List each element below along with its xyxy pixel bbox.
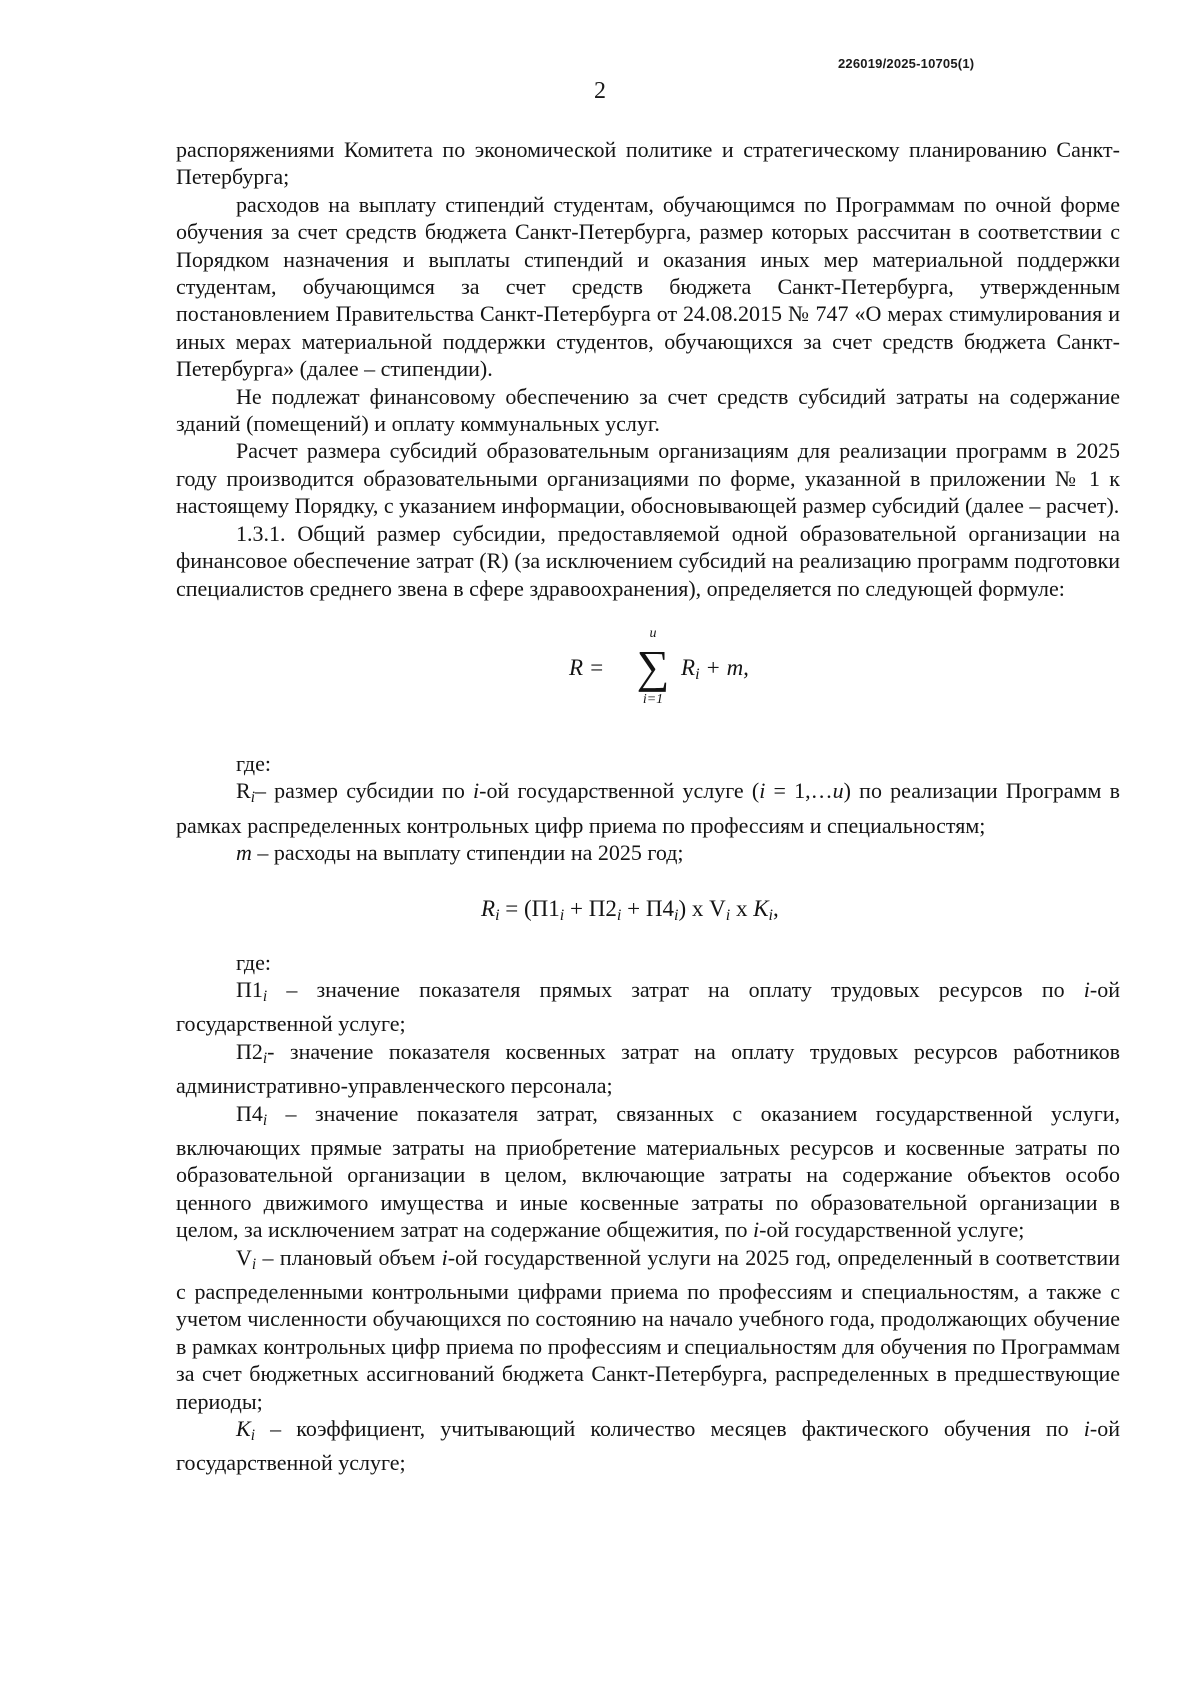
formula-rhs <box>681 654 749 688</box>
f2-sub-3: i <box>616 906 622 924</box>
f2-v: ) х V <box>678 895 726 921</box>
f2-comma: , <box>773 895 779 921</box>
p2-text: - значение показателя косвенных затрат на оплату трудовых ресурсов работников административно-управленческого персонала; <box>176 1038 1120 1099</box>
f2-r: R <box>481 895 496 921</box>
definition-m <box>176 839 1120 866</box>
f2-sub-1: i <box>495 906 500 924</box>
v-i: i <box>441 1244 448 1270</box>
f2-sub-6: i <box>768 906 774 924</box>
ri-text-1: – размер субсидии по <box>254 778 474 804</box>
formula-rhs-sub: i <box>695 665 700 683</box>
definition-k <box>176 1415 1120 1477</box>
page-number: 2 <box>594 78 606 104</box>
p4-symbol: П4 <box>236 1100 263 1126</box>
formula-ri <box>176 873 1120 949</box>
k-symbol: K <box>236 1416 251 1442</box>
p1-symbol: П1 <box>236 976 263 1002</box>
formula-lhs: R = <box>569 654 605 680</box>
formula-rhs-var: R <box>681 654 696 680</box>
f2-sub-5: i <box>725 906 731 924</box>
k-i: i <box>1083 1416 1090 1442</box>
definition-ri <box>176 777 1120 839</box>
ri-sub: i <box>250 789 255 807</box>
v-text-b: -ой государственной услуги на 2025 год, определенный в соответствии с распределенными контрольными цифрами приема по профессиям и специальностям, а также с учетом численности обучающихся по состоянию на начало учебного года, продолжающих обучение в рамках контрольных цифр приема по профессиям и специальностям для обучения по Программам за счет бюджетных ассигнований бюджета Санкт-Петербурга, распределенных в предшествующие периоды; <box>176 1244 1120 1414</box>
paragraph-stipend-expenses: расходов на выплату стипендий студентам, обучающимся по Программам по очной форме обучения за счет средств бюджета Санкт-Петербурга, размер которых рассчитан в соответствии с Порядком назначения и выплаты стипендий и оказания иных мер материальной поддержки студентам, обучающимся за счет средств бюджета Санкт-Петербурга, утвержденным постановлением Правительства Санкт-Петербурга от 24.08.2015 № 747 «О мерах стимулирования и иных мерах материальной поддержки студентов, обучающихся за счет средств бюджета Санкт-Петербурга» (далее – стипендии). <box>176 191 1120 382</box>
v-sub: i <box>251 1255 257 1273</box>
paragraph-not-funded: Не подлежат финансовому обеспечению за счет средств субсидий затраты на содержание зданий (помещений) и оплату коммунальных услуг. <box>176 383 1120 437</box>
m-symbol: m <box>236 840 252 866</box>
f2-k: K <box>753 895 769 921</box>
p4-sub: i <box>262 1111 268 1129</box>
document-registration-number: 226019/2025-10705(1) <box>838 56 975 71</box>
p4-text-a: – значение показателя затрат, связанных с оказанием государственной услуги, включающих прямые затраты на приобретение материальных ресурсов и косвенные затраты по образовательной организации в целом, включающие затраты на содержание объектов особо ценного движимого имущества и иные косвенные затраты по образовательной организации в целом, за исключением затрат на содержание общежития, по <box>176 1100 1120 1243</box>
k-text-a: – коэффициент, учитывающий количество месяцев фактического обучения по <box>254 1416 1084 1442</box>
ri-symbol: R <box>236 778 251 804</box>
definition-p4 <box>176 1100 1120 1244</box>
k-sub: i <box>250 1427 255 1445</box>
ri-i-1: i <box>473 778 480 804</box>
definition-p2 <box>176 1038 1120 1100</box>
ri-text-2: -ой государственной услуге ( <box>479 778 760 804</box>
document-body <box>176 136 1120 1477</box>
ri-i-2: i <box>759 778 766 804</box>
f2-p1: = (П1 <box>499 895 560 921</box>
p1-sub: i <box>262 987 268 1005</box>
v-text-a: – плановый объем <box>256 1244 442 1270</box>
p2-symbol: П2 <box>236 1038 263 1064</box>
paragraph-1-3-1: 1.3.1. Общий размер субсидии, предоставляемой одной образовательной организации на финансовое обеспечение затрат (R) (за исключением субсидий на реализацию программ подготовки специалистов среднего звена в сфере здравоохранения), определяется по следующей формуле: <box>176 520 1120 601</box>
f2-p2: + П2 <box>564 895 617 921</box>
v-symbol: V <box>236 1244 252 1270</box>
f2-sub-4: i <box>673 906 679 924</box>
sum-lower-limit: i=1 <box>642 691 664 707</box>
k-text-b: -ой государственной услуге; <box>176 1416 1120 1476</box>
where-label-2: где: <box>236 949 271 975</box>
p1-text-a: – значение показателя прямых затрат на оплату трудовых ресурсов по <box>267 976 1084 1002</box>
p1-text-b: -ой государственной услуге; <box>176 976 1120 1037</box>
formula-rhs-tail: + m, <box>705 654 749 680</box>
sum-upper-limit: u <box>649 625 657 641</box>
p4-i: i <box>752 1217 760 1243</box>
p2-sub: i <box>262 1049 268 1067</box>
paragraph-calculation: Расчет размера субсидий образовательным организациям для реализации программ в 2025 году производится образовательными организациями по форме, указанной в приложении № 1 к настоящему Порядку, с указанием информации, обосновывающей размер субсидий (далее – расчет). <box>176 438 1120 519</box>
p1-i: i <box>1083 976 1090 1002</box>
f2-p4: + П4 <box>621 895 674 921</box>
summation-symbol <box>631 626 675 708</box>
f2-x: х <box>730 895 754 921</box>
m-text: – расходы на выплату стипендии на 2025 год; <box>251 840 684 866</box>
definition-v <box>176 1244 1120 1415</box>
paragraph-1: распоряжениями Комитета по экономической политике и стратегическому планированию Санкт-Петербурга; <box>176 137 1120 190</box>
f2-sub-2: i <box>559 906 565 924</box>
p4-text-b: -ой государственной услуге; <box>759 1217 1025 1243</box>
ri-u: u <box>832 778 844 804</box>
sigma-glyph: ∑ <box>636 640 670 692</box>
formula-ri-expression <box>481 895 779 929</box>
ri-text-4: ) по реализации Программ в рамках распределенных контрольных цифр приема по профессиям и специальностям; <box>176 778 1120 838</box>
where-label-1: где: <box>236 750 271 776</box>
formula-total-subsidy <box>176 612 1120 740</box>
definition-p1 <box>176 976 1120 1038</box>
ri-text-3: = 1,… <box>765 778 833 804</box>
